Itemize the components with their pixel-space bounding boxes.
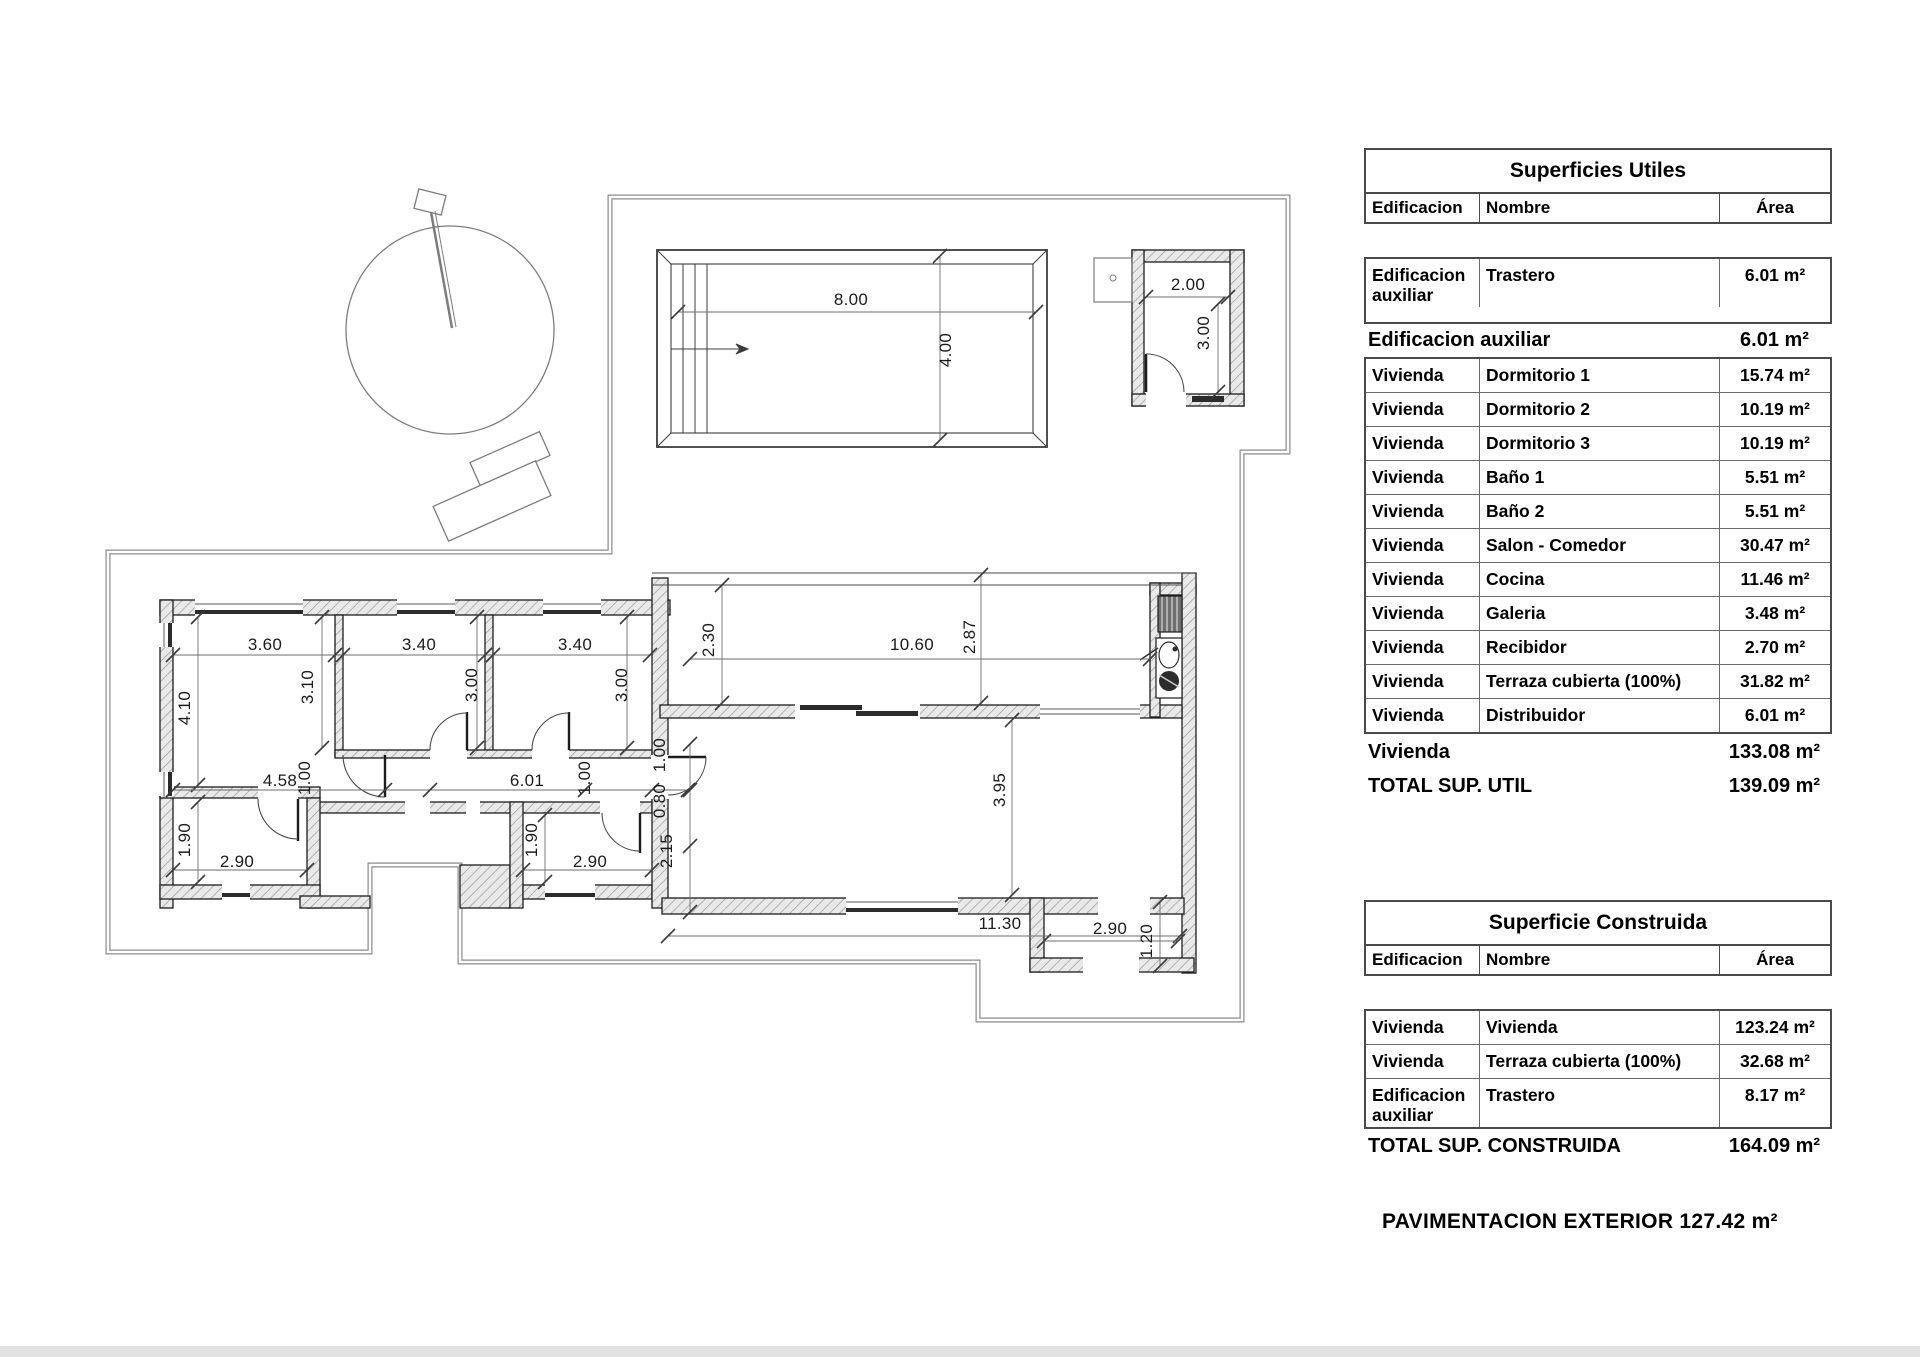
cell-area: 10.19 m²: [1719, 393, 1830, 426]
subtotal-row-aux: [1364, 324, 1832, 357]
trastero-door-arc: [1146, 354, 1184, 392]
pavimentacion-note: PAVIMENTACION EXTERIOR 127.42 m²: [1382, 1210, 1778, 1233]
cell-area: 32.68 m²: [1719, 1045, 1830, 1078]
table-row: [1366, 596, 1830, 630]
table-row: [1366, 259, 1830, 307]
cell-area: 3.48 m²: [1719, 597, 1830, 630]
table-head: [1364, 148, 1832, 224]
subtotal-value: 6.01 m²: [1740, 329, 1809, 351]
cell-edificacion: Vivienda: [1372, 535, 1444, 555]
cell-nombre: Baño 1: [1479, 461, 1719, 494]
col-header-edificacion: Edificacion: [1372, 950, 1463, 969]
dim-label: 3.95: [990, 772, 1009, 808]
col-header-area: Área: [1719, 946, 1830, 974]
total-label: TOTAL SUP. CONSTRUIDA: [1368, 1134, 1621, 1157]
total-row-construida: [1364, 1129, 1832, 1163]
col-header-edificacion: Edificacion: [1372, 198, 1463, 217]
living-door-arc: [668, 757, 706, 795]
dim-label: 6.01: [509, 771, 545, 790]
table-row: [1366, 1078, 1830, 1127]
cell-edificacion: Vivienda: [1372, 1017, 1444, 1037]
table-row: [1366, 460, 1830, 494]
pool: [657, 250, 1047, 447]
kitchen-counter: [1158, 596, 1182, 632]
dim-label: 10.60: [889, 635, 935, 654]
dim-label: 1.90: [522, 822, 541, 858]
cell-area: 8.17 m²: [1719, 1079, 1830, 1127]
dim-label: 2.90: [572, 852, 608, 871]
subtotal-label: Edificacion auxiliar: [1368, 329, 1551, 351]
total-value: 139.09 m²: [1728, 774, 1821, 797]
subtotal-row-vivienda: [1364, 736, 1832, 769]
table-title: Superficie Construida: [1366, 902, 1830, 946]
dimension-labels: [175, 275, 1213, 958]
dim-label: 0.80: [650, 783, 669, 819]
dim-label: 4.58: [262, 771, 298, 790]
cell-nombre: Dormitorio 3: [1479, 427, 1719, 460]
cell-edificacion: Vivienda: [1372, 671, 1444, 691]
cell-edificacion: Vivienda: [1372, 365, 1444, 385]
table-superficie-construida: [1364, 900, 1832, 1163]
dim-label: 2.90: [1092, 919, 1128, 938]
col-header-area: Área: [1719, 194, 1830, 222]
cell-edificacion: Vivienda: [1372, 569, 1444, 589]
cell-nombre: Terraza cubierta (100%): [1479, 1045, 1719, 1078]
dim-label: 3.40: [401, 635, 437, 654]
cell-edificacion: Vivienda: [1372, 433, 1444, 453]
cell-nombre: Galeria: [1479, 597, 1719, 630]
table-head: [1364, 900, 1832, 976]
cell-nombre: Terraza cubierta (100%): [1479, 665, 1719, 698]
dim-label: 1.00: [575, 760, 594, 796]
subtotal-label: Vivienda: [1368, 741, 1450, 763]
cell-area: 2.70 m²: [1719, 631, 1830, 664]
total-label: TOTAL SUP. UTIL: [1368, 774, 1533, 797]
cell-edificacion: Vivienda: [1372, 603, 1444, 623]
cell-area: 6.01 m²: [1719, 259, 1830, 307]
table-row: [1366, 1044, 1830, 1078]
cell-edificacion: Edificacion auxiliar: [1372, 1085, 1466, 1125]
dim-label: 2.30: [699, 622, 718, 658]
cell-edificacion: Vivienda: [1372, 399, 1444, 419]
table-row: [1366, 664, 1830, 698]
dim-label: 3.00: [612, 667, 631, 703]
sheet-edge: [0, 1346, 1920, 1357]
dorm2-door-arc: [430, 713, 467, 750]
dim-label: 3.00: [1194, 315, 1213, 351]
cell-nombre: Trastero: [1479, 259, 1719, 307]
cell-edificacion: Vivienda: [1372, 637, 1444, 657]
dim-label: 1.20: [1137, 923, 1156, 959]
table-superficies-utiles: [1364, 148, 1832, 803]
dim-label: 4.00: [936, 332, 955, 368]
dim-label: 2.87: [960, 619, 979, 655]
doors: [258, 712, 706, 853]
house-walls: [160, 573, 1196, 973]
dim-label: 2.90: [219, 852, 255, 871]
cell-area: 31.82 m²: [1719, 665, 1830, 698]
subtotal-value: 133.08 m²: [1728, 741, 1821, 763]
tree-canopy: [346, 226, 554, 434]
dim-label: 3.40: [557, 635, 593, 654]
table-header-row: [1366, 946, 1830, 974]
dim-label: 1.90: [175, 822, 194, 858]
cell-area: 5.51 m²: [1719, 461, 1830, 494]
dim-label: 3.60: [247, 635, 283, 654]
dim-label: 4.10: [175, 690, 194, 726]
trastero: [1094, 250, 1244, 407]
cell-edificacion: Vivienda: [1372, 501, 1444, 521]
dorm3-door-arc: [532, 713, 569, 750]
cell-nombre: Distribuidor: [1479, 699, 1719, 732]
benches: [433, 432, 551, 541]
total-value: 164.09 m²: [1728, 1134, 1821, 1157]
cell-area: 6.01 m²: [1719, 699, 1830, 732]
exterior-unit: [1094, 258, 1132, 302]
terrace-edge: [652, 573, 1196, 585]
hall-door-arc: [343, 755, 385, 797]
dim-label: 2.00: [1170, 275, 1206, 294]
table-row: [1366, 562, 1830, 596]
table-body-aux: [1364, 257, 1832, 324]
table-row: [1366, 1011, 1830, 1044]
dim-label: 3.10: [298, 669, 317, 705]
table-body-vivienda: [1364, 357, 1832, 734]
tree: [346, 189, 554, 434]
table-title: Superficies Utiles: [1366, 150, 1830, 194]
cell-nombre: Recibidor: [1479, 631, 1719, 664]
total-row-util: [1364, 769, 1832, 803]
table-header-row: [1366, 194, 1830, 222]
col-header-nombre: Nombre: [1479, 946, 1719, 974]
cell-edificacion: Vivienda: [1372, 1051, 1444, 1071]
table-row: [1366, 494, 1830, 528]
dim-label: 1.00: [295, 760, 314, 796]
kitchen: [1140, 596, 1182, 698]
cell-nombre: Dormitorio 1: [1479, 359, 1719, 392]
dim-label: 1.00: [650, 737, 669, 773]
dim-label: 11.30: [978, 914, 1022, 933]
dim-label: 3.00: [462, 667, 481, 703]
table-row: [1366, 630, 1830, 664]
dim-label: 2.15: [657, 833, 676, 869]
trastero-door-opening: [1146, 393, 1186, 407]
cell-area: 5.51 m²: [1719, 495, 1830, 528]
cell-nombre: Trastero: [1479, 1079, 1719, 1127]
cell-nombre: Vivienda: [1479, 1011, 1719, 1044]
cell-area: 123.24 m²: [1719, 1011, 1830, 1044]
dim-label: 8.00: [833, 290, 869, 309]
cell-nombre: Cocina: [1479, 563, 1719, 596]
col-header-nombre: Nombre: [1479, 194, 1719, 222]
table-row: [1366, 392, 1830, 426]
cell-edificacion: Vivienda: [1372, 705, 1444, 725]
cell-edificacion: Edificacion auxiliar: [1372, 265, 1466, 305]
tree-stake-head: [414, 189, 446, 215]
cell-nombre: Baño 2: [1479, 495, 1719, 528]
trastero-window-sill: [1192, 396, 1224, 402]
table-row: [1366, 426, 1830, 460]
cell-nombre: Dormitorio 2: [1479, 393, 1719, 426]
table-row: [1366, 528, 1830, 562]
table-body: [1364, 1009, 1832, 1129]
table-row: [1366, 698, 1830, 732]
cell-nombre: Salon - Comedor: [1479, 529, 1719, 562]
table-row: [1366, 359, 1830, 392]
cell-area: 30.47 m²: [1719, 529, 1830, 562]
bath2-door-arc: [602, 813, 640, 851]
cell-area: 10.19 m²: [1719, 427, 1830, 460]
cell-area: 11.46 m²: [1719, 563, 1830, 596]
bath1-door-arc: [258, 799, 298, 839]
cell-edificacion: Vivienda: [1372, 467, 1444, 487]
cell-area: 15.74 m²: [1719, 359, 1830, 392]
